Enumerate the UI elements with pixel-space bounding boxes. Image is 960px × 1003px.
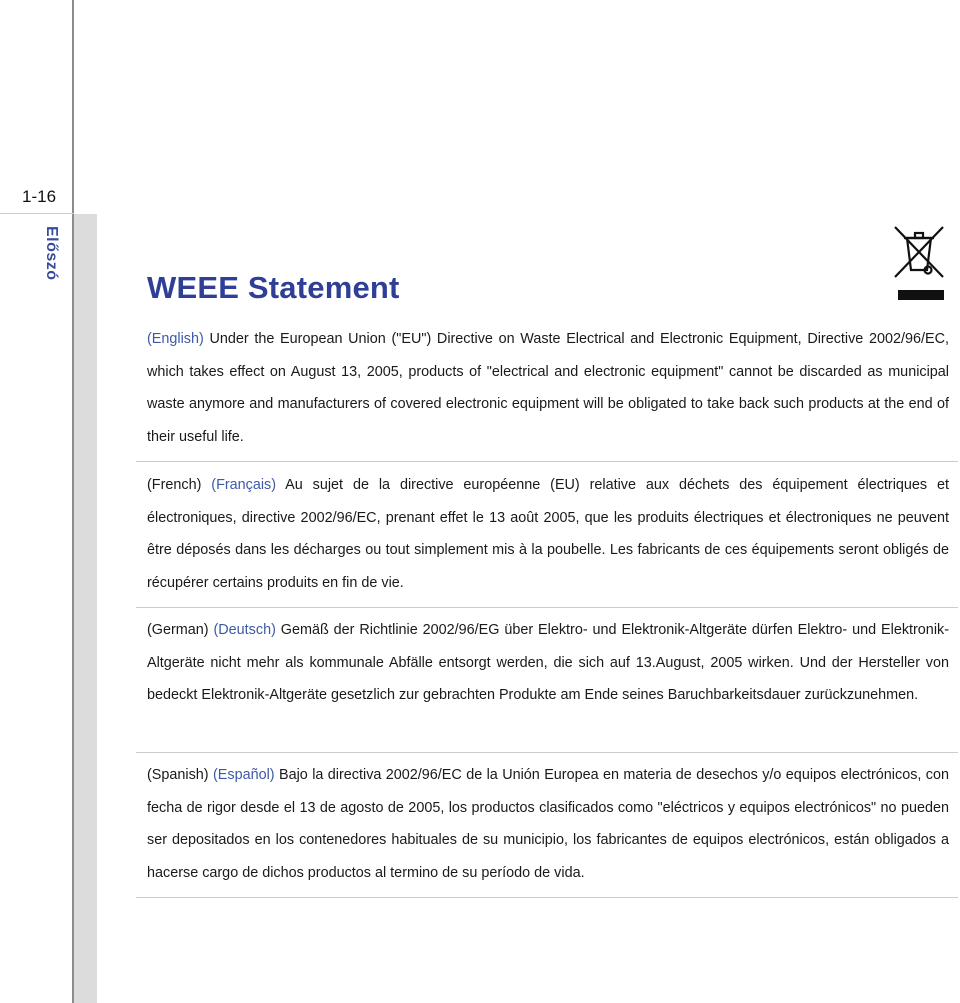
spanish-text: Bajo la directiva 2002/96/EC de la Unión Europea en materia de desechos y/o equipos electrónicos, con fecha de rigor desde el 13 de agosto de 2005, los productos clasificados como "eléctricos y equipos electrónicos" no pueden ser depositados en los contenedores habituales de su municipio, los fabricantes de equipos electrónicos, están obligados a hacerse cargo de dichos productos al termino de su período de vida.: [147, 767, 950, 881]
lang-tag-english: (English): [147, 331, 204, 347]
spanish-prefix: (Spanish): [147, 767, 209, 783]
french-text: Au sujet de la directive européenne (EU) relative aux déchets des équipement électriques et électroniques, directive 2002/96/EC, prenant effet le 13 août 2005, que les produits électriques et électroniques ne peuvent être déposés dans les décharges ou tout simplement mis à la poubelle. Les fabricants de ces équipements seront obligés de récupérer certains produits en fin de vie.: [147, 477, 949, 591]
lang-tag-german: (Deutsch): [213, 622, 276, 638]
english-text: Under the European Union ("EU") Directive on Waste Electrical and Electronic Equipment, Directive 2002/96/EC, which takes effect on August 13, 2005, products of "electrical and electronic equipment" cannot be discarded as municipal waste anymore and manufacturers of covered electronic equipment will be obligated to take back such products at the end of their useful life.: [147, 331, 949, 445]
german-prefix: (German): [147, 622, 209, 638]
page-title: WEEE Statement: [147, 270, 400, 305]
section-german: [147, 614, 949, 712]
french-prefix: (French): [147, 477, 202, 493]
section-english: [147, 323, 949, 453]
section-divider: [136, 607, 958, 608]
section-divider: [136, 897, 958, 898]
section-tab-label: Előszó: [43, 226, 60, 281]
section-divider: [136, 461, 958, 462]
page-number: 1-16: [22, 187, 57, 206]
side-band: [74, 214, 97, 1003]
crossed-out-wheelie-bin-icon: [893, 224, 945, 302]
section-divider: [136, 752, 958, 753]
german-text: Gemäß der Richtlinie 2002/96/EG über Elektro- und Elektronik-Altgeräte dürfen Elektro- und Elektronik-Altgeräte nicht mehr als kommunale Abfälle entsorgt werden, die sich auf 13.August, 2005 wirken. Und der Hersteller von bedeckt Elektronik-Altgeräte gesetzlich zur gebrachten Produkte am Ende seines Baruchbarkeitsdauer zurückzunehmen.: [147, 622, 949, 704]
lang-tag-spanish: (Español): [213, 767, 275, 783]
lang-tag-french: (Français): [211, 477, 277, 493]
section-spanish: [147, 759, 949, 889]
section-french: [147, 469, 949, 599]
header-rule: [0, 213, 74, 214]
